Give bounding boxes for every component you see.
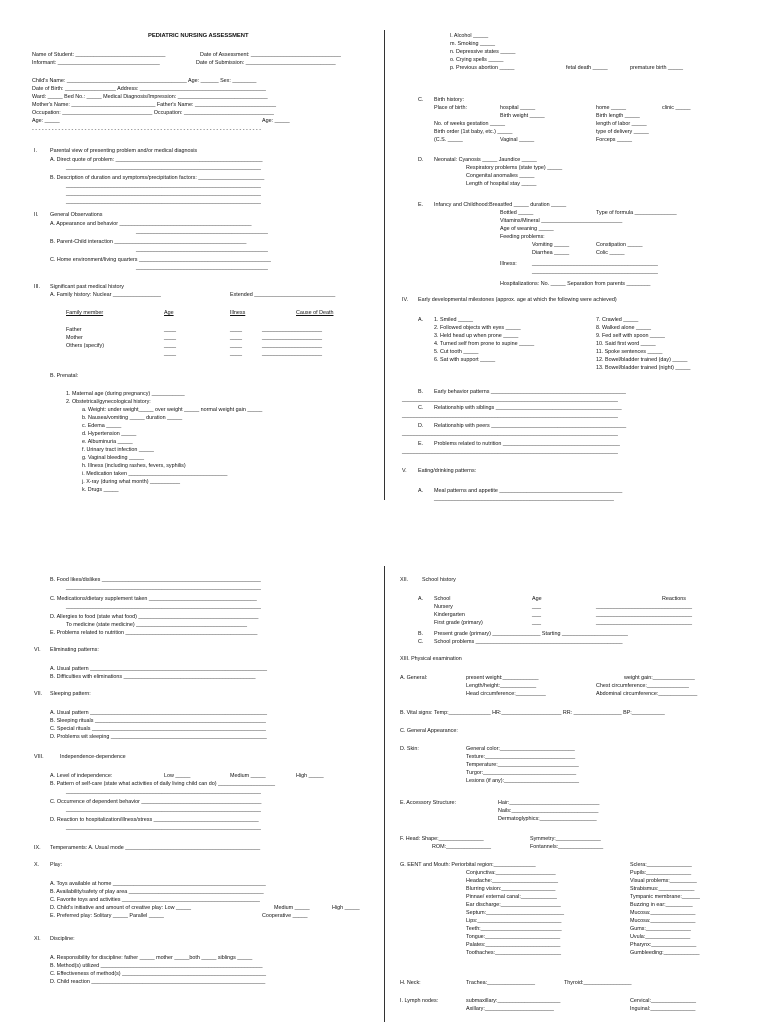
form-line: ________________________________________________________________________ (402, 449, 618, 455)
form-line: Hair:______________________________ (498, 800, 600, 806)
form-line: Pupils:_______________ (630, 870, 692, 876)
form-line: A. Level of independence: (50, 773, 113, 779)
form-line: Uvula:_______________ (630, 934, 691, 940)
form-line: length of labor _____ (596, 121, 647, 127)
form-line: ________________________________ (596, 604, 692, 610)
form-line: Informant: __________________________________ (32, 60, 160, 66)
form-line: __________________________________________ (532, 261, 658, 267)
form-line: X. (34, 862, 40, 868)
form-line: B. Availability/safety of play area _____________________________________________ (50, 889, 264, 895)
form-line: Abdominal circumference:_____________ (596, 691, 698, 697)
form-line: 9. Fed self with spoon _____ (596, 333, 665, 339)
form-line: 1. Smiled _____ (434, 317, 473, 323)
form-line: Fontannels:_______________ (530, 844, 604, 850)
form-line: Ear discharge:____________________ (466, 902, 561, 908)
form-line: A. Usual pattern ___________________________________________________________ (50, 710, 268, 716)
form-line: Independence-dependence (60, 754, 126, 760)
form-line: 10. Said first word _____ (596, 341, 656, 347)
form-line: ________________________________________________________________________ (402, 431, 618, 437)
form-line: C. (418, 97, 424, 103)
form-line: C. Home environment/living quarters ____________________________________________ (50, 257, 271, 263)
form-line: Problems related to nutrition _______________________________________ (434, 441, 620, 447)
form-line: f. Urinary tract infection _____ (82, 447, 154, 453)
form-line: B. Prenatal: (50, 373, 79, 379)
form-line: Mucosa:_______________ (630, 910, 696, 916)
form-line: ____ (164, 327, 176, 333)
form-line: Neonatal: Cyanosis _____ Jaundice _____ (434, 157, 537, 163)
form-line: Palates:_________________________ (466, 942, 561, 948)
form-line: Significant past medical history (50, 284, 125, 290)
form-line: Child's Name: ________________________________________ Age: ______ Sex: ________ (32, 78, 257, 84)
form-line: j. X-ray (during what month) __________ (82, 479, 180, 485)
form-line: ____________________________________________ (136, 229, 268, 235)
form-line: Gums:_______________ (630, 926, 691, 932)
form-line: Vaginal _____ (500, 137, 535, 143)
form-line: Kindergarten (434, 612, 465, 618)
form-line: ____ (230, 343, 242, 349)
form-line: 8. Walked alone _____ (596, 325, 651, 331)
form-line: Illness (230, 310, 246, 316)
form-line: _________________________________________________________________ (66, 789, 261, 795)
form-line: Birth order (1st baby, etc.) _____ (434, 129, 513, 135)
form-line: ____ (230, 351, 242, 357)
form-line: 6. Sat with support _____ (434, 357, 496, 363)
form-line: D. Skin: (400, 746, 419, 752)
form-line: C. (418, 405, 424, 411)
form-line: Birth length _____ (596, 113, 640, 119)
form-line: ____ (164, 335, 176, 341)
form-line: High _____ (296, 773, 324, 779)
form-line: Turgor:_______________________________ (466, 770, 577, 776)
form-line: _________________________________________________________________ (66, 807, 261, 813)
form-line: Type of formula ______________ (596, 210, 677, 216)
form-line: Pharynx:_______________ (630, 942, 697, 948)
form-line: E. Preferred play: Solitary _____ Parallel _____ (50, 913, 164, 919)
form-line: Head circumference:__________ (466, 691, 546, 697)
page-2-quadrant (384, 0, 768, 512)
form-line: 11. Spoke sentences _____ (596, 349, 663, 355)
form-line: fetal death _____ (566, 65, 608, 71)
form-line: Symmetry:_______________ (530, 836, 601, 842)
form-line: _________________________________________________________________ (66, 199, 261, 205)
form-line: A. Usual pattern ___________________________________________________________ (50, 666, 268, 672)
form-line: Temperature:___________________________ (466, 762, 579, 768)
form-line: ___ (532, 620, 541, 626)
form-line: Pinnae/ external canal:____________ (466, 894, 557, 900)
form-line: _________________________________________________________________ (66, 585, 261, 591)
form-line: hospital _____ (500, 105, 536, 111)
form-line: A. (418, 596, 424, 602)
form-line: Relationship with peers _____________________________________________ (434, 423, 627, 429)
form-line: Family member (66, 310, 104, 316)
form-line: B. Description of duration and symptoms/precipitation factors: ______________________ (50, 175, 265, 181)
form-line: A. Family history: Nuclear ________________ (50, 292, 161, 298)
form-line: Conjunctiva:____________________ (466, 870, 556, 876)
form-line: D. Reaction to hospitalization/illness/stress ___________________________________ (50, 817, 259, 823)
form-line: A. Direct quote of problem: _________________________________________________ (50, 157, 263, 163)
form-line: D. Child's initiative and amount of creative play: Low _____ (50, 905, 191, 911)
form-line: n. Depressive states _____ (450, 49, 516, 55)
form-line: Eliminating patterns: (50, 647, 99, 653)
form-line: Reactions (662, 596, 686, 602)
form-line: Discipline: (50, 936, 75, 942)
form-line: Eating/drinking patterns: (418, 468, 477, 474)
form-line: Birth history: (434, 97, 464, 103)
form-line: Toothaches:______________________ (466, 950, 562, 956)
form-line: 2. Followed objects with eyes _____ (434, 325, 521, 331)
form-line: Inguinal:_______________ (630, 1006, 696, 1012)
form-line: C. Occurrence of dependent behavior ________________________________________ (50, 799, 262, 805)
form-line: k. Drugs _____ (82, 487, 119, 493)
form-line: (C.S. _____ (434, 137, 463, 143)
form-line: B. Food likes/dislikes _____________________________________________________ (50, 577, 261, 583)
form-line: B. (418, 631, 424, 637)
form-line: Cause of Death (296, 310, 334, 316)
form-line: D. Problems wit sleeping ____________________________________________________ (50, 734, 267, 740)
form-line: D. Allergies to food (state what food) ________________________________________ (50, 614, 259, 620)
page-divider-bottom (384, 566, 385, 1022)
form-line: ____________________________________________________________ (434, 496, 614, 502)
form-line: High _____ (332, 905, 360, 911)
form-line: ____ (230, 327, 242, 333)
form-line: Illness: (500, 261, 517, 267)
form-line: submaxillary:_____________________ (466, 998, 561, 1004)
form-line: Constipation _____ (596, 242, 643, 248)
form-line: IX. (34, 845, 41, 851)
form-title: PEDIATRIC NURSING ASSESSMENT (148, 33, 249, 39)
form-line: premature birth _____ (630, 65, 684, 71)
form-line: ____________________________________________ (136, 247, 268, 253)
form-line: 13. Bowel/bladder trained (night) _____ (596, 365, 691, 371)
form-line: Medium _____ (230, 773, 266, 779)
form-line: e. Albuminuria _____ (82, 439, 133, 445)
form-line: i. Medication taken _________________________________ (82, 471, 228, 477)
form-line: C. Favorite toys and activities ______________________________________________ (50, 897, 260, 903)
form-line: 3. Held head up when prone _____ (434, 333, 519, 339)
form-line: Place of birth: (434, 105, 467, 111)
form-line: _________________________________________________________________ (66, 604, 261, 610)
form-line: g. Vaginal bleeding _____ (82, 455, 144, 461)
form-line: Early developmental milestones (approx. age at which the following were achieved) (418, 297, 617, 303)
form-line: E. (418, 441, 424, 447)
form-line: A. Toys available at home ___________________________________________________ (50, 881, 266, 887)
form-line: G. EENT and Mouth: Periorbital region:______________ (400, 862, 536, 868)
form-line: ___ (532, 604, 541, 610)
form-line: Age: _____ (32, 118, 60, 124)
page-3-quadrant (0, 512, 384, 1024)
form-line: ________________________________ (596, 620, 692, 626)
form-line: Sleeping pattern: (50, 691, 91, 697)
form-line: Tympanic membrane:______ (630, 894, 700, 900)
form-line: 2. Obstetrical/gynecological history: (66, 399, 151, 405)
form-line: Name of Student: ______________________________ (32, 52, 166, 58)
form-line: B. Parent-Child interaction ____________________________________________ (50, 239, 247, 245)
form-line: Early behavior patterns _____________________________________________ (434, 389, 626, 395)
form-line: Respiratory problems (state type) _____ (466, 165, 563, 171)
form-line: Hospitalizations: No. _____ Separation from parents ________ (500, 281, 651, 287)
form-line: ________________________________________________________________________ (402, 413, 618, 419)
form-line: A. Responsibility for discipline: father _____ mother _____both _____ siblings _____ (50, 955, 253, 961)
form-line: Date of Submission: ______________________________ (196, 60, 336, 66)
form-line: A. (418, 488, 424, 494)
form-line: D. Child reaction __________________________________________________________ (50, 979, 266, 985)
form-line: Colic _____ (596, 250, 625, 256)
form-line: C. General Appearance: (400, 728, 458, 734)
form-line: Relationship with siblings __________________________________________ (434, 405, 622, 411)
form-line: A. Appearance and behavior ____________________________________________ (50, 221, 252, 227)
form-line: VIII. (34, 754, 44, 760)
form-line: Age (532, 596, 542, 602)
form-line: Feeding problems: (500, 234, 545, 240)
form-line: ____ (164, 343, 176, 349)
form-line: E. Problems related to nutrition ____________________________________________ (50, 630, 258, 636)
form-line: m. Smoking _____ (450, 41, 495, 47)
form-line: B. (418, 389, 424, 395)
form-line: Age: _____ (262, 118, 290, 124)
form-line: home _____ (596, 105, 626, 111)
form-line: Dermatoglyphics:___________________ (498, 816, 597, 822)
form-line: To medicine (state medicine) _____________________________________ (66, 622, 248, 628)
form-line: Medium _____ (274, 905, 310, 911)
form-line: Length of hospital stay _____ (466, 181, 537, 187)
page-1-quadrant (0, 0, 384, 512)
form-line: II. (34, 212, 39, 218)
form-line: Trachea:________________ (466, 980, 536, 986)
form-line: Buzzing in ear:_________ (630, 902, 693, 908)
form-line: - - - - - - - - - - - - - - - - - - - - - - - - - - - - - - - - - - - - - - - - - - - - - - - - - - - - - - - - - - - - - - - - - - - - - - (32, 127, 261, 133)
form-line: Lips:____________________________ (466, 918, 562, 924)
form-line: Play: (50, 862, 62, 868)
form-line: ____________________ (262, 335, 322, 341)
page-divider-top (384, 30, 385, 500)
form-line: b. Nausea/vomiting _____ duration _____ (82, 415, 183, 421)
form-line: Congenital anomalies _____ (466, 173, 535, 179)
form-line: I. (34, 148, 37, 154)
form-line: H. Neck: (400, 980, 421, 986)
form-line: Age (164, 310, 174, 316)
form-line: V. (402, 468, 407, 474)
form-line: B. Method(s) utilized ______________________________________________________ (50, 963, 263, 969)
form-line: School (434, 596, 451, 602)
form-line: Nursery (434, 604, 453, 610)
form-line: 12. Bowel/bladder trained (day) _____ (596, 357, 688, 363)
form-line: Low _____ (164, 773, 191, 779)
form-line: Vomiting _____ (532, 242, 570, 248)
form-line: Mother (66, 335, 83, 341)
form-line: Chest circumference:______________ (596, 683, 689, 689)
form-line: First grade (primary) (434, 620, 483, 626)
form-line: Mother's Name: ____________________________ Father's Name: ___________________________ (32, 102, 276, 108)
form-line: weight gain:______________ (624, 675, 695, 681)
form-line: C. Effectiveness of method(s) ________________________________________________ (50, 971, 267, 977)
form-line: XII. (400, 577, 409, 583)
form-line: Birth weight _____ (500, 113, 545, 119)
form-line: 1. Maternal age (during pregnancy) ___________ (66, 391, 185, 397)
form-line: Tongue:_________________________ (466, 934, 561, 940)
form-line: Cooperative _____ (262, 913, 308, 919)
form-line: ____________________ (262, 351, 322, 357)
form-line: 5. Cut tooth _____ (434, 349, 479, 355)
form-line: ROM:_______________ (432, 844, 492, 850)
form-line: C. (418, 639, 424, 645)
form-line: Extended ___________________________ (230, 292, 336, 298)
form-line: Headache:______________________ (466, 878, 559, 884)
form-line: Thyroid:________________ (564, 980, 632, 986)
form-line: present weight:____________ (466, 675, 539, 681)
form-line: E. (418, 202, 424, 208)
form-line: __________________________________________ (532, 269, 658, 275)
form-line: Occupation: ______________________________ Occupation: ______________________________ (32, 110, 274, 116)
form-line: _________________________________________________________________ (66, 825, 261, 831)
form-line: IV. (402, 297, 409, 303)
form-line: D. (418, 423, 424, 429)
form-line: clinic _____ (662, 105, 691, 111)
form-line: Diarrhea _____ (532, 250, 570, 256)
form-line: Texture:______________________________ (466, 754, 576, 760)
form-line: Axillary:_______________________ (466, 1006, 554, 1012)
form-line: ____________________ (262, 327, 322, 333)
form-line: D. (418, 157, 424, 163)
form-line: _________________________________________________________________ (66, 165, 261, 171)
form-line: type of delivery _____ (596, 129, 649, 135)
form-line: Ward: _____ Bed No.: _____ Medical Diagnosis/Impression: ______________________________ (32, 94, 268, 100)
form-line: Lesions (if any):_________________________ (466, 778, 580, 784)
form-line: a. Weight: under weight_____ over weight _____ normal weight gain _____ (82, 407, 263, 413)
form-line: _________________________________________________________________ (66, 191, 261, 197)
form-line: General Observations (50, 212, 103, 218)
form-line: Infancy and Childhood:Breastfed _____ duration _____ (434, 202, 567, 208)
form-line: Gumbleeding:____________ (630, 950, 700, 956)
form-line: c. Edema _____ (82, 423, 122, 429)
form-line: C. Special rituals __________________________________________________________ (50, 726, 266, 732)
form-line: A. General: (400, 675, 428, 681)
form-line: Cervical:_______________ (630, 998, 696, 1004)
form-line: Visual problems:_________ (630, 878, 697, 884)
form-line: Forceps _____ (596, 137, 632, 143)
form-line: B. Pattern of self-care (state what activities of daily living child can do) ___________________ (50, 781, 276, 787)
form-line: Date of Assessment: ______________________________ (200, 52, 341, 58)
form-line: Bottled _____ (500, 210, 534, 216)
form-line: General color:_________________________ (466, 746, 575, 752)
form-line: B. Vital signs: Temp:______________ HR:____________________ RR: ________________ BP:___________ (400, 710, 665, 716)
form-line: XI. (34, 936, 41, 942)
form-line: I. Lymph nodes: (400, 998, 439, 1004)
form-line: Vitamins/Mineral ___________________________ (500, 218, 623, 224)
form-line: Father (66, 327, 82, 333)
form-line: l. Alcohol _____ (450, 33, 489, 39)
form-line: III. (34, 284, 40, 290)
form-line: Teeth:___________________________ (466, 926, 562, 932)
form-line: Septum:__________________________ (466, 910, 565, 916)
form-line: p. Previous abortion _____ (450, 65, 515, 71)
form-line: ________________________________________________________________________ (402, 397, 618, 403)
form-line: Nails:_____________________________ (498, 808, 599, 814)
form-line: Strabismus:____________ (630, 886, 695, 892)
form-line: F. Head: Shape:_______________ (400, 836, 484, 842)
form-line: School problems _________________________________________________ (434, 639, 623, 645)
form-line: Others (specify) (66, 343, 105, 349)
form-line: d. Hypertension _____ (82, 431, 137, 437)
form-line: Date of Birth: _________________ Address: __________________________________________ (32, 86, 266, 92)
form-line: Sclera:_______________ (630, 862, 692, 868)
form-line: o. Crying spells _____ (450, 57, 504, 63)
form-line: B. Sleeping rituals _________________________________________________________ (50, 718, 266, 724)
form-line: 4. Turned self from prone to supine _____ (434, 341, 535, 347)
form-line: E. Accessory Structure: (400, 800, 457, 806)
form-line: ____________________________________________ (136, 265, 268, 271)
form-line: VI. (34, 647, 41, 653)
form-line: XIII. Physical examination (400, 656, 462, 662)
form-line: ________________________________ (596, 612, 692, 618)
form-line: School history (422, 577, 456, 583)
form-line: Length/height:____________ (466, 683, 537, 689)
form-line: ____________________ (262, 343, 322, 349)
form-line: A. (418, 317, 424, 323)
form-line: _________________________________________________________________ (66, 183, 261, 189)
page-4-quadrant (384, 512, 768, 1024)
form-line: Parental view of presenting problem and/or medical diagnosis (50, 148, 198, 154)
form-line: Blurring vision:__________________ (466, 886, 556, 892)
form-line: ____ (230, 335, 242, 341)
form-line: C. Medications/dietary supplement taken ____________________________________ (50, 596, 257, 602)
form-line: Present grade (primary) ________________ Starting ______________________ (434, 631, 628, 637)
form-line: ____ (164, 351, 176, 357)
form-line: No. of weeks gestation _____ (434, 121, 506, 127)
form-line: 7. Crawled _____ (596, 317, 639, 323)
form-line: Meal patterns and appetite _________________________________________ (434, 488, 623, 494)
form-line: Mucosa:_______________ (630, 918, 696, 924)
form-line: VII. (34, 691, 43, 697)
form-line: h. Illness (including rashes, fevers, syphilis) (82, 463, 186, 469)
form-line: Temperaments: A. Usual mode _____________________________________________ (50, 845, 261, 851)
form-line: ___ (532, 612, 541, 618)
form-line: B. Difficulties with eliminations ____________________________________________ (50, 674, 256, 680)
form-line: Age of weaning _____ (500, 226, 554, 232)
